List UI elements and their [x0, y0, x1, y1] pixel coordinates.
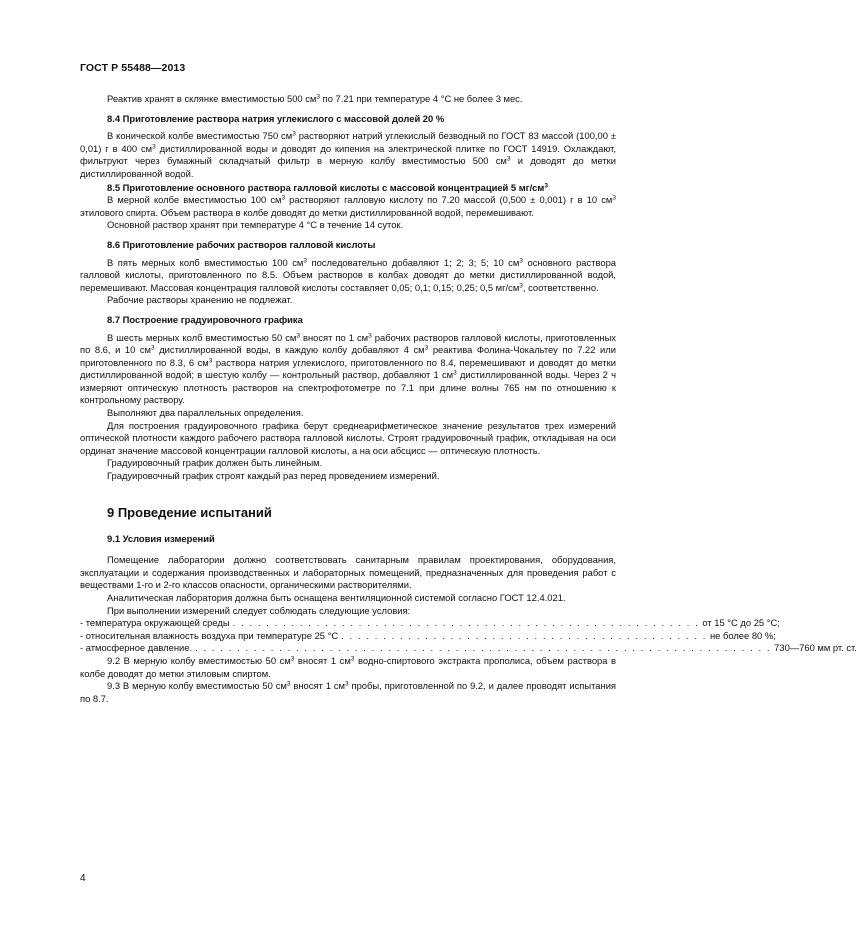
section-8-7-graph-construction: Для построения градуировочного графика берут среднеарифметическое значение результатов трех измерений оптической плотности каждого рабочего раствора галловой кислоты. Строят градуировочный график, откладывая на оси ординат значение массовой концентрации галловой кислоты, а на оси абсцисс — оптическую плотность.: [80, 419, 616, 456]
condition-temperature: - температура окружающей среды . . . . . . . . . . . . . . . . . . . . . . . . . . . . . . . . . . . . . . . . . . . . . . . . . . . . . . . . от 15 °C до 25 °C;: [80, 617, 780, 629]
section-8-4-title: 8.4 Приготовление раствора натрия углекислого с массовой долей 20 %: [107, 112, 445, 124]
paragraph-reagent-storage: Реактив хранят в склянке вместимостью 500 $см^3$ по 7.21 при температуре 4 °C не более 3 мес.: [107, 93, 523, 104]
condition-humidity: - относительная влажность воздуха при температуре 25 °C . . . . . . . . . . . . . . . . . . . . . . . . . . . . . . . . . . . . . . . . . . . . не более 80 %;: [80, 629, 776, 641]
section-8-6-storage: Рабочие растворы хранению не подлежат.: [107, 294, 293, 306]
section-8-6-title: 8.6 Приготовление рабочих растворов галловой кислоты: [107, 238, 376, 250]
document-body: [80, 93, 857, 705]
section-8-7-paragraph: В шесть мерных колб вместимостью 50 $см^3$ вносят по 1 $см^3$ рабочих растворов галловой кислоты, приготовленных по 8.6, и 10 $см^3$ дистиллированной воды, в каждую колбу добавляют 4 $см^3$ реактива Фолина-Чокальтеу по 7.22 или приготовленного по 8.3, 6 $см^3$ раствора натрия углекислого, приготовленного по 8.4, перемешивают и доводят до метки дистиллированной водой; в шестую колбу — контрольный раствор, добавляют 1 $см^3$ дистиллированной воды. Через 2 ч измеряют оптическую плотность растворов на спектрофотометре по 7.1 при длине волны 765 нм по отношению к контрольному раствору.: [80, 331, 616, 406]
section-8-5-paragraph: В мерной колбе вместимостью 100 $см^3$ растворяют галловую кислоту по 7.20 массой (0,500 ± 0,001) г в 10 $см^3$ этилового спирта. Объем раствора в колбе доводят до метки дистиллированной водой, перемешивают.: [80, 194, 616, 218]
page-number: 4: [80, 873, 86, 884]
section-8-6-paragraph: В пять мерных колб вместимостью 100 $см^3$ последовательно добавляют 1; 2; 3; 5; 10 $см^3$ основного раствора галловой кислоты, приготовленного по 8.5. Объем растворов в колбах доводят до метки дистиллированной водой, перемешивают. Массовая концентрация галловой кислоты составляет 0,05; 0,1; 0,15; 0,25; 0,5 $мг/см^3$, соответственно.: [80, 256, 617, 293]
section-9-1-title: 9.1 Условия измерений: [107, 532, 215, 544]
section-9-1-paragraph-2: Аналитическая лаборатория должна быть оснащена вентиляционной системой согласно ГОСТ 12.4.021.: [107, 592, 566, 603]
section-8-7-each-time: Градуировочный график строят каждый раз перед проведением измерений.: [107, 470, 440, 482]
section-8-5-title: 8.5 Приготовление основного раствора галловой кислоты с массовой концентрацией 5 $мг/см^3$: [107, 181, 548, 193]
section-9-1-paragraph-3: При выполнении измерений следует соблюдать следующие условия:: [107, 604, 411, 616]
section-9-1-paragraph-1: Помещение лаборатории должно соответствовать санитарным правилам проектирования, оборудования, эксплуатации и содержания производственных и лабораторных помещений, предназначенных для проведения работ с веществами 1-го и 2-го классов опасности, органическими растворителями.: [80, 554, 616, 591]
section-8-7-title: 8.7 Построение градуировочного графика: [107, 313, 303, 325]
section-8-5-storage: Основной раствор хранят при температуре 4 °C в течение 14 суток.: [107, 219, 404, 231]
section-8-7-linear: Градуировочный график должен быть линейным.: [107, 457, 323, 469]
section-8-4-paragraph: В конической колбе вместимостью 750 $см^3$ растворяют натрий углекислый безводный по ГОСТ 83 массой (100,00 ± 0,01) г в 400 $см^3$ дистиллированной воды и доводят до кипения на электрической плитке по ГОСТ 14919. Охлаждают, фильтруют через бумажный складчатый фильтр в мерную колбу вместимостью 500 $см^3$ и доводят до метки дистиллированной водой.: [80, 130, 616, 179]
section-9-title: 9 Проведение испытаний: [107, 504, 272, 520]
condition-pressure: - атмосферное давление. . . . . . . . . . . . . . . . . . . . . . . . . . . . . . . . . . . . . . . . . . . . . . . . . . . . . . . . . . . . . . . . . . . . . . 730—760 мм рт. ст.: [80, 642, 857, 654]
section-9-3-paragraph: 9.3 В мерную колбу вместимостью 50 $см^3$ вносят 1 $см^3$ пробы, приготовленной по 9.2, и далее проводят испытания по 8.7.: [80, 680, 617, 704]
section-8-7-parallel: Выполняют два параллельных определения.: [107, 407, 304, 419]
document-header: ГОСТ Р 55488—2013: [80, 62, 186, 74]
section-9-2-paragraph: 9.2 В мерную колбу вместимостью 50 $см^3$ вносят 1 $см^3$ водно-спиртового экстракта прополиса, объем раствора в колбе доводят до метки этиловым спиртом.: [80, 654, 617, 679]
